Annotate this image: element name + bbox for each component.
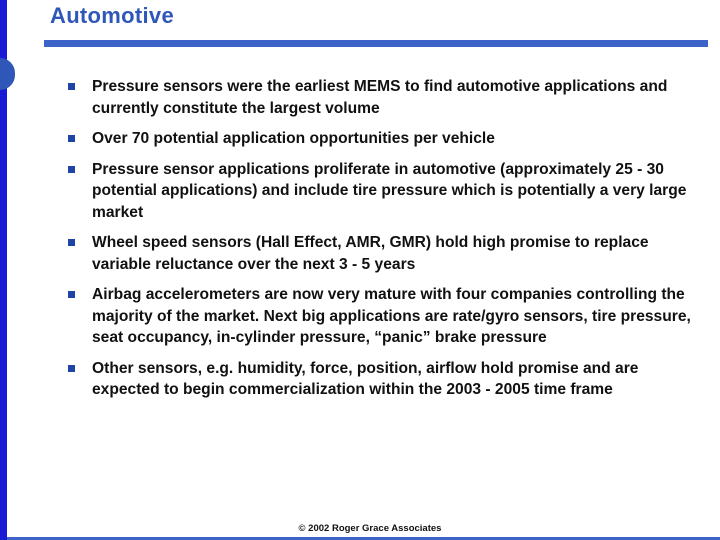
slide-title: Automotive [50,3,174,28]
bullet-text: Other sensors, e.g. humidity, force, position, airflow hold promise and are expected to begin commercialization within the 2003 - 2005 time frame [92,359,639,398]
title-underline [44,40,708,47]
bullet-item [68,284,708,349]
footer-copyright: © 2002 Roger Grace Associates [298,523,442,534]
bullet-item [68,358,708,401]
left-rail-tab [0,58,15,90]
square-bullet-icon [68,365,75,372]
square-bullet-icon [68,166,75,173]
square-bullet-icon [68,83,75,90]
bullet-item [68,76,708,119]
square-bullet-icon [68,291,75,298]
bullet-text: Airbag accelerometers are now very mature with four companies controlling the majority of the market. Next big applications are rate/gyro sensors, tire pressure, seat occupancy, in-cylinder pressure, “panic” brake pressure [92,286,691,346]
bullet-item [68,232,708,275]
bullet-text: Wheel speed sensors (Hall Effect, AMR, GMR) hold high promise to replace variable reluctance over the next 3 - 5 years [92,234,649,273]
square-bullet-icon [68,135,75,142]
bullet-item [68,159,708,224]
bullet-text: Pressure sensor applications proliferate in automotive (approximately 25 - 30 potential applications) and include tire pressure which is potentially a very large market [92,160,687,221]
bullet-item [68,128,708,150]
bullet-list [68,76,708,410]
bullet-text: Over 70 potential application opportunities per vehicle [92,130,495,147]
square-bullet-icon [68,239,75,246]
bullet-text: Pressure sensors were the earliest MEMS to find automotive applications and currently constitute the largest volume [92,78,668,117]
